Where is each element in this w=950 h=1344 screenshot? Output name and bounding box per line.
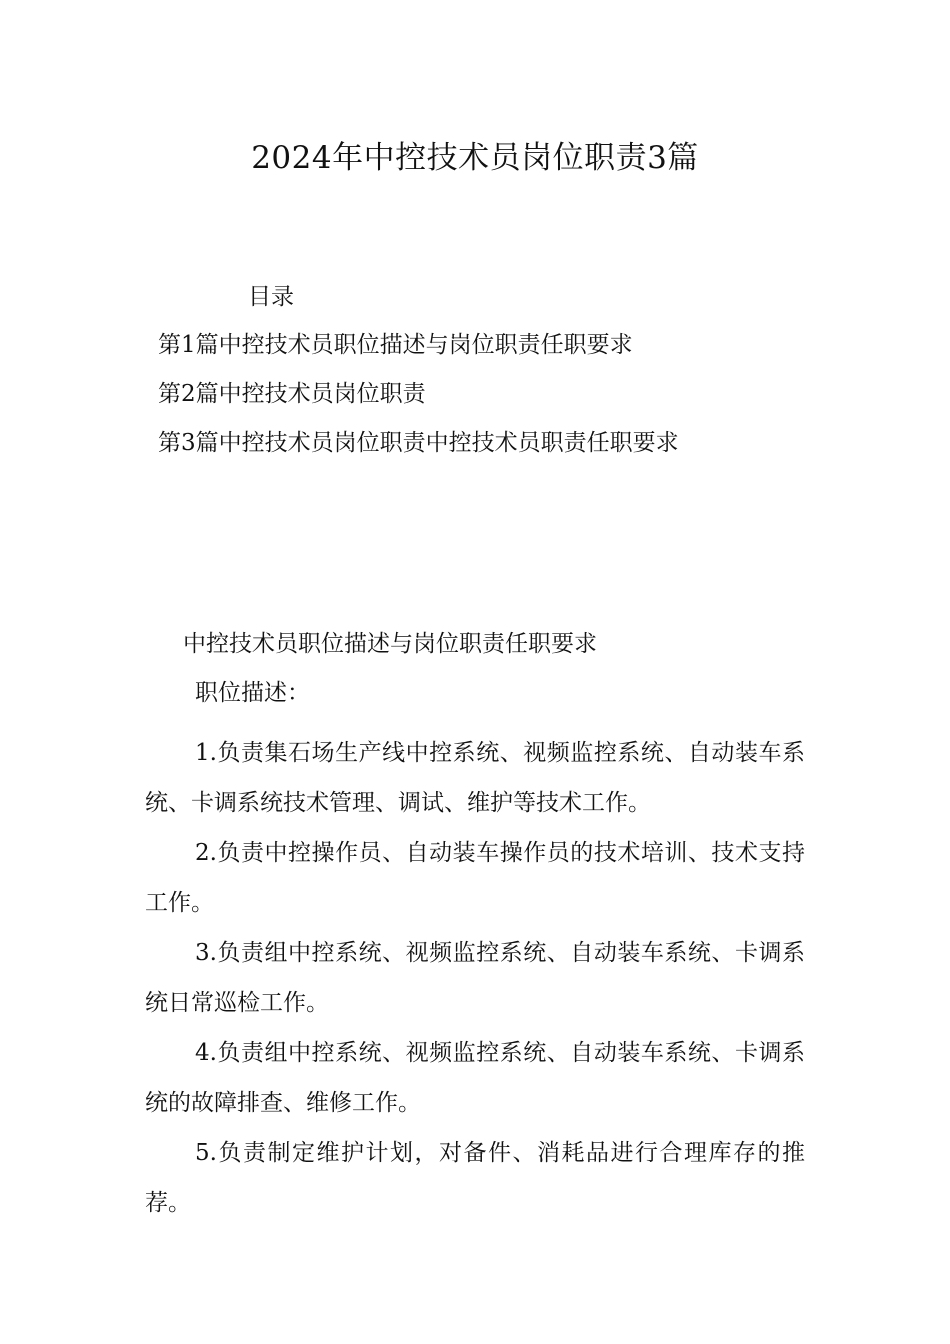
duty-item-2: 2.负责中控操作员、自动装车操作员的技术培训、技术支持工作。 — [145, 840, 805, 916]
section-heading: 中控技术员职位描述与岗位职责任职要求 — [183, 631, 597, 657]
duties-list — [145, 728, 805, 1228]
duty-item-5: 5.负责制定维护计划，对备件、消耗品进行合理库存的推荐。 — [145, 1140, 805, 1216]
duty-item-4: 4.负责组中控系统、视频监控系统、自动装车系统、卡调系统的故障排查、维修工作。 — [145, 1040, 805, 1116]
toc-item-1: 第1篇中控技术员职位描述与岗位职责任职要求 — [158, 332, 633, 358]
toc-item-3: 第3篇中控技术员岗位职责中控技术员职责任职要求 — [158, 430, 679, 456]
toc-item-2: 第2篇中控技术员岗位职责 — [158, 381, 426, 407]
sub-heading: 职位描述： — [195, 680, 310, 706]
duty-item-1: 1.负责集石场生产线中控系统、视频监控系统、自动装车系统、卡调系统技术管理、调试、维护等技术工作。 — [145, 740, 805, 816]
document-title: 2024年中控技术员岗位职责3篇 — [251, 140, 699, 176]
toc-heading: 目录 — [248, 284, 294, 310]
table-of-contents — [158, 330, 679, 477]
duty-item-3: 3.负责组中控系统、视频监控系统、自动装车系统、卡调系统日常巡检工作。 — [145, 940, 805, 1016]
